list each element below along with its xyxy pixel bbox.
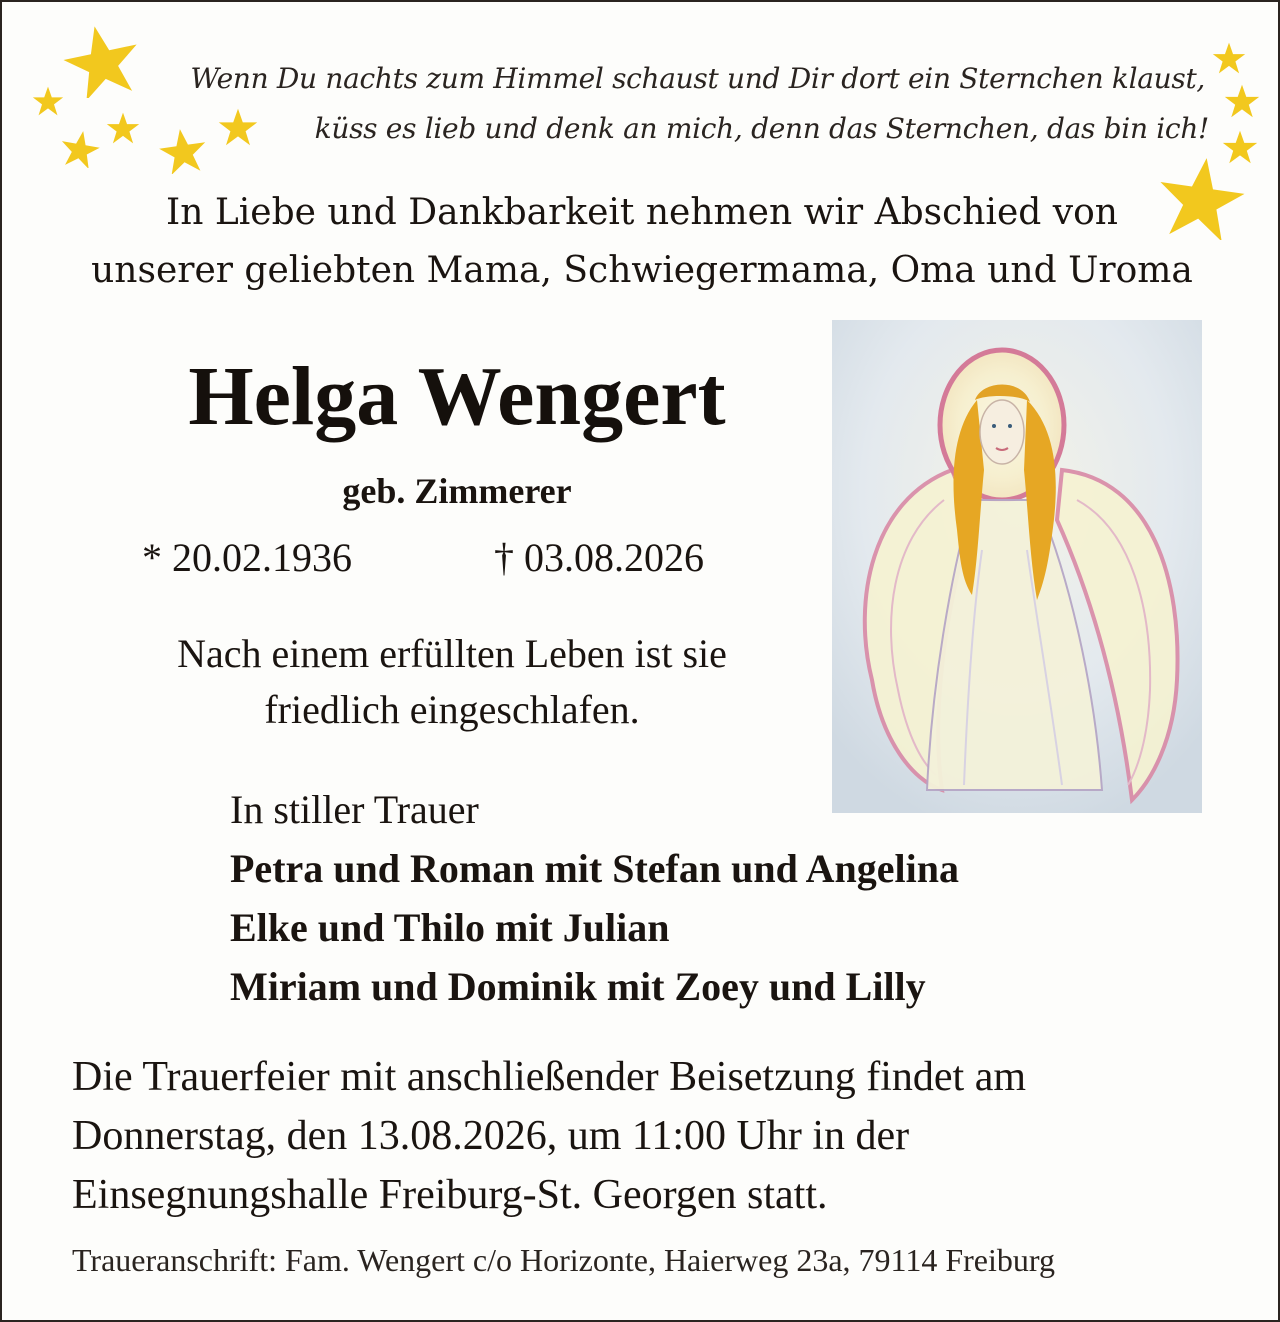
mourner-family: Petra und Roman mit Stefan und Angelina [230,846,959,891]
poem-line: Wenn Du nachts zum Himmel schaust und Dir dort ein Sternchen klaust, [190,62,1205,95]
mourning-address: Traueranschrift: Fam. Wengert c/o Horizonte, Haierweg 23a, 79114 Freiburg [72,1242,1055,1278]
poem-line: küss es lieb und denk an mich, denn das Sternchen, das bin ich! [314,112,1209,145]
star-icon [1224,84,1260,118]
phrase-line: friedlich eingeschlafen. [264,687,640,732]
death-date: † 03.08.2026 [494,535,704,580]
intro-line: unserer geliebten Mama, Schwiegermama, Oma und Uroma [91,250,1193,291]
mourners-lead: In stiller Trauer [230,787,479,832]
angel-drawing [832,320,1202,813]
service-line: Die Trauerfeier mit anschließender Beisetzung findet am [72,1054,1027,1100]
deceased-name: Helga Wengert [188,350,726,443]
poem [2,54,1217,154]
mourner-family: Miriam und Dominik mit Zoey und Lilly [230,964,926,1009]
service-line: Donnerstag, den 13.08.2026, um 11:00 Uhr in der [72,1113,910,1159]
star-icon [1212,42,1246,74]
mourners [230,780,1190,1016]
maiden-name: geb. Zimmerer [342,471,572,511]
service-line: Einsegnungshalle Freiburg-St. Georgen statt. [72,1172,828,1218]
angel-illustration [832,320,1202,813]
phrase-line: Nach einem erfüllten Leben ist sie [177,631,727,676]
birth-date: * 20.02.1936 [142,535,352,580]
service-info [72,1048,1242,1225]
mourner-family: Elke und Thilo mit Julian [230,905,670,950]
intro-line: In Liebe und Dankbarkeit nehmen wir Abschied von [166,192,1118,233]
intro-text [2,184,1280,300]
farewell-phrase [112,626,792,738]
